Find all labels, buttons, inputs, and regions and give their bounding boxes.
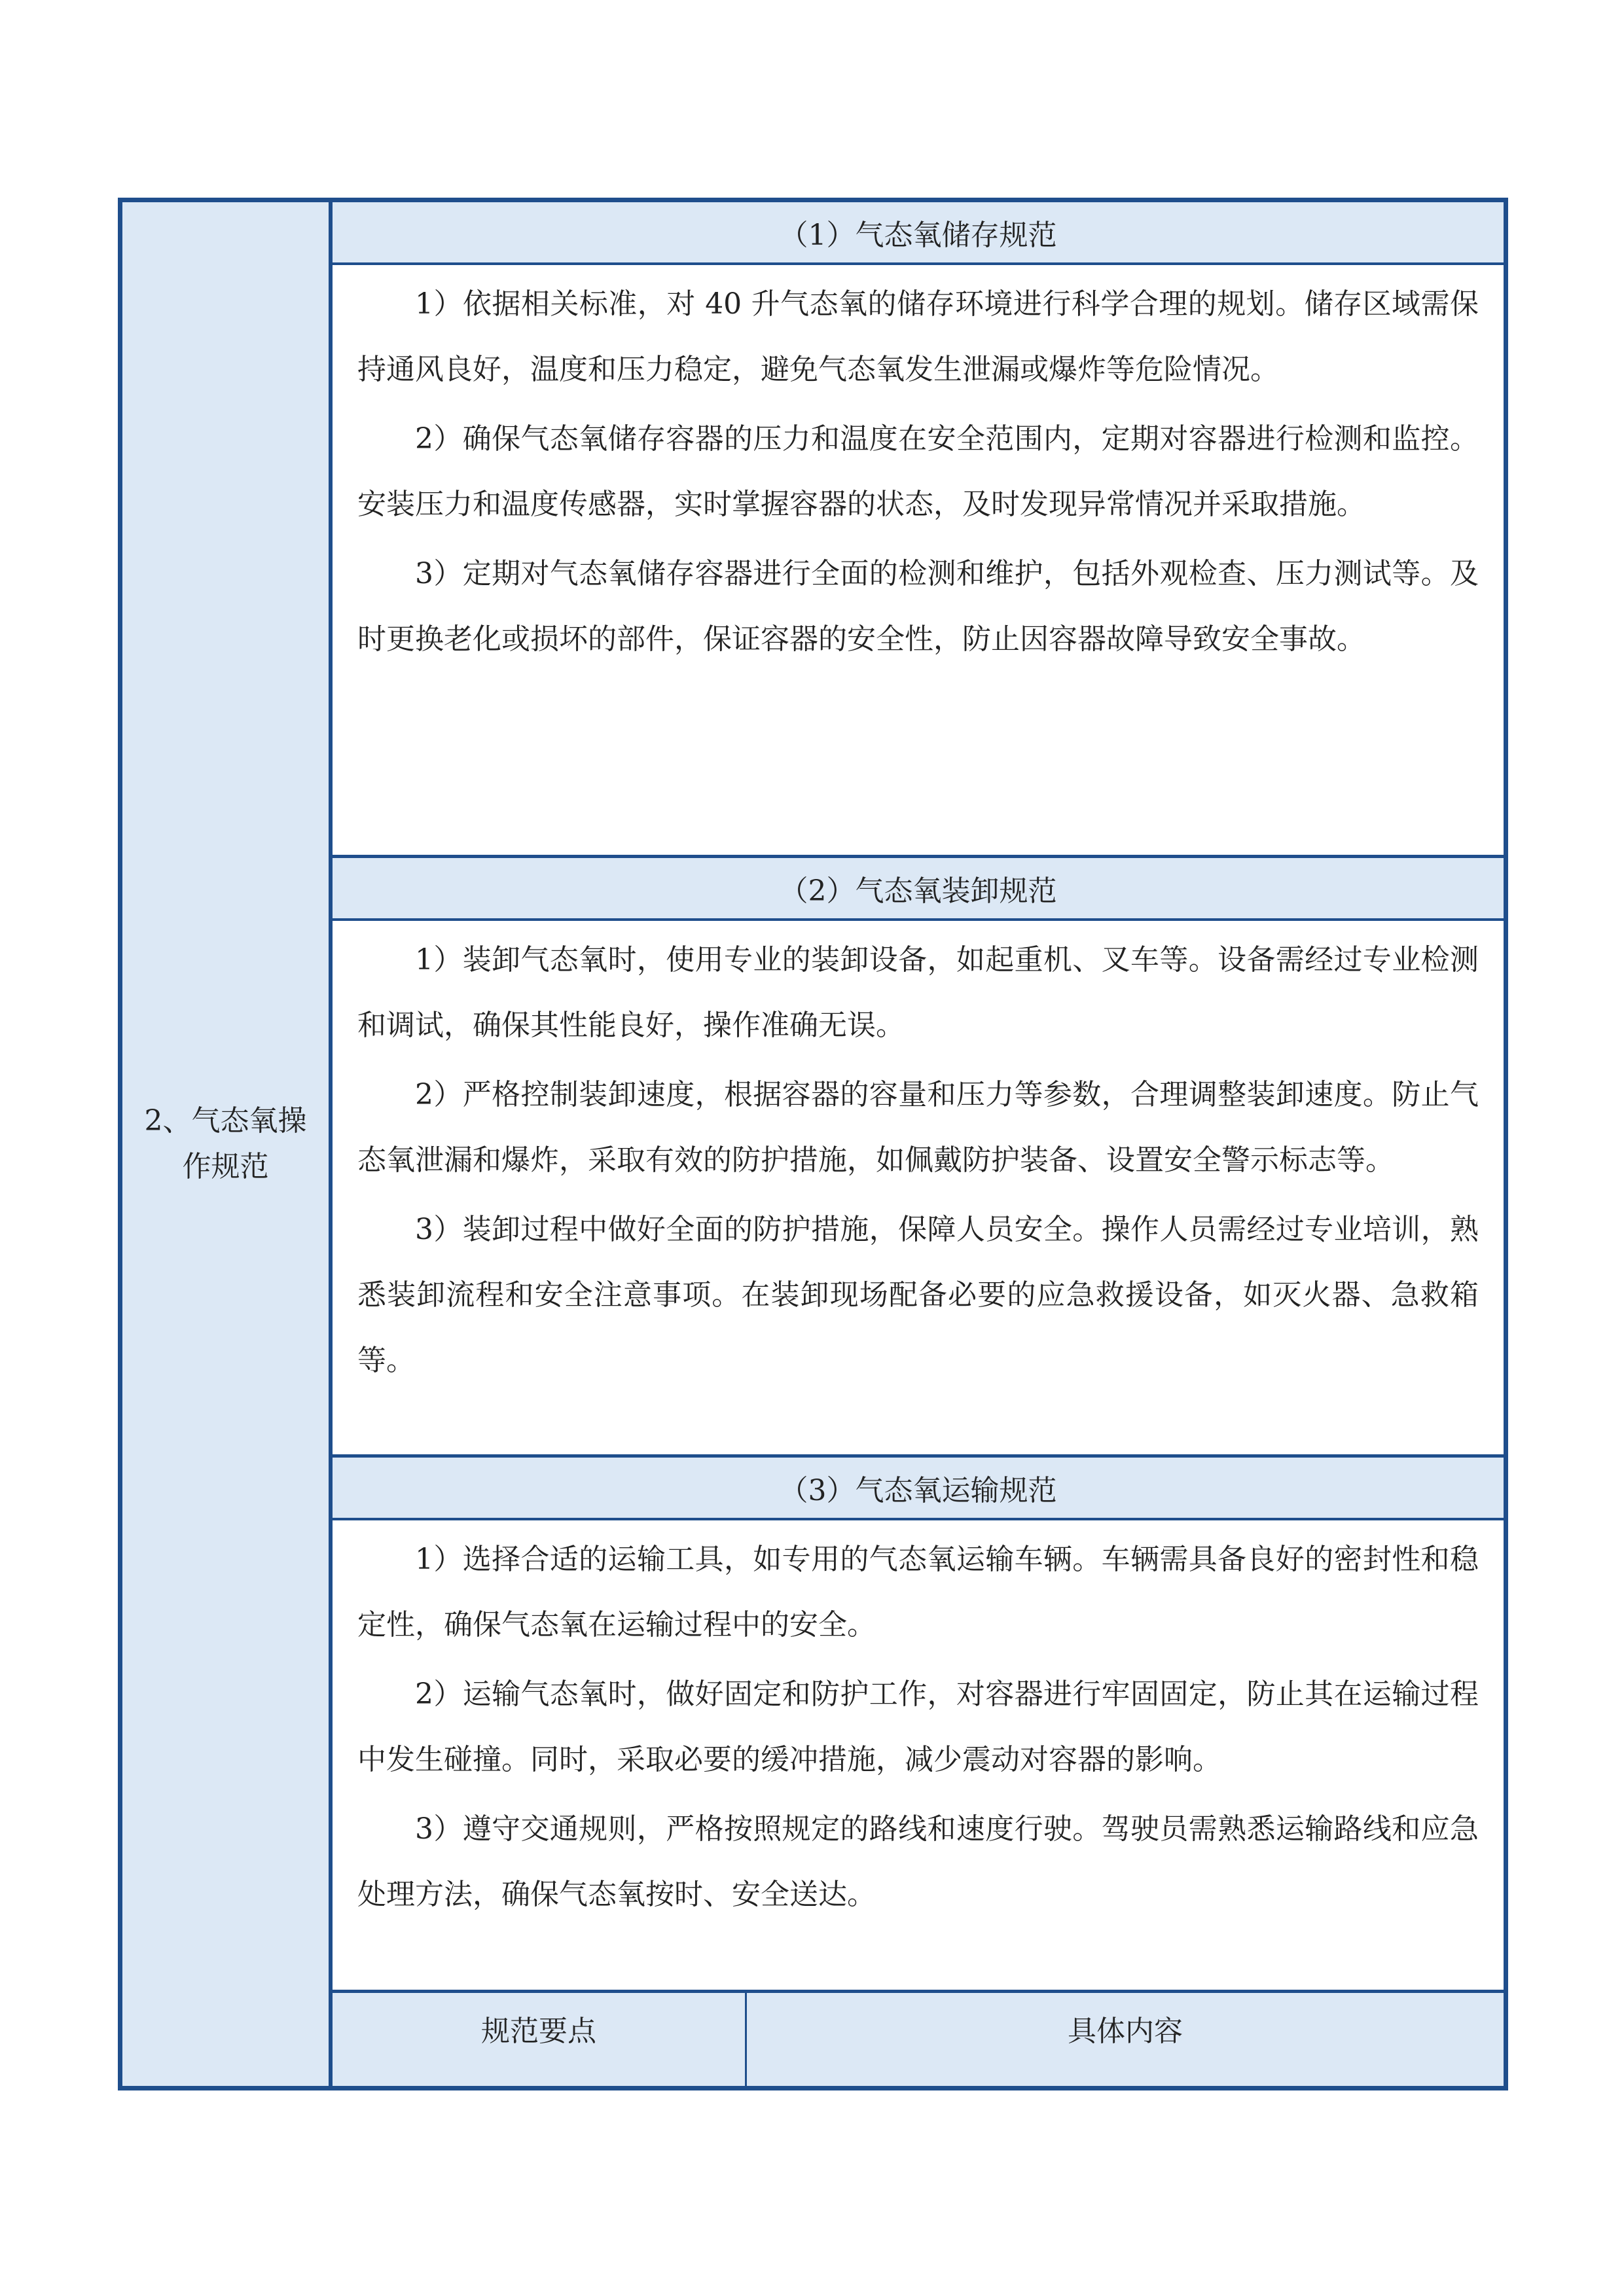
category-label: 2、气态氧操作规范 (144, 1104, 307, 1183)
section-title-loading: （2）气态氧装卸规范 (333, 858, 1504, 921)
paragraph: 1）依据相关标准，对 40 升气态氧的储存环境进行科学合理的规划。储存区域需保持通风良好，温度和压力稳定，避免气态氧发生泄漏或爆炸等危险情况。 (357, 287, 1479, 386)
spec-table (118, 198, 1508, 2090)
section-title-storage: （1）气态氧储存规范 (333, 202, 1504, 265)
paragraph: 3）遵守交通规则，严格按照规定的路线和速度行驶。驾驶员需熟悉运输路线和应急处理方法，确保气态氧按时、安全送达。 (357, 1812, 1479, 1911)
paragraph: 2）运输气态氧时，做好固定和防护工作，对容器进行牢固固定，防止其在运输过程中发生碰撞。同时，采取必要的缓冲措施，减少震动对容器的影响。 (357, 1677, 1479, 1776)
section-body-storage (333, 265, 1504, 858)
section-title-transport: （3）气态氧运输规范 (333, 1458, 1504, 1520)
paragraph: 1）选择合适的运输工具，如专用的气态氧运输车辆。车辆需具备良好的密封性和稳定性，确保气态氧在运输过程中的安全。 (357, 1543, 1479, 1641)
section-body-transport (333, 1520, 1504, 1993)
section-body-loading (333, 921, 1504, 1458)
content-column (333, 202, 1504, 2086)
paragraph: 3）装卸过程中做好全面的防护措施，保障人员安全。操作人员需经过专业培训，熟悉装卸流程和安全注意事项。在装卸现场配备必要的应急救援设备，如灭火器、急救箱等。 (357, 1213, 1479, 1377)
category-cell (122, 202, 333, 2086)
paragraph: 2）严格控制装卸速度，根据容器的容量和压力等参数，合理调整装卸速度。防止气态氧泄漏和爆炸，采取有效的防护措施，如佩戴防护装备、设置安全警示标志等。 (357, 1078, 1479, 1177)
footer-col-details: 具体内容 (1068, 2015, 1183, 2048)
footer-row (333, 1993, 1504, 2086)
footer-col-key-points: 规范要点 (333, 1993, 747, 2086)
paragraph: 3）定期对气态氧储存容器进行全面的检测和维护，包括外观检查、压力测试等。及时更换老化或损坏的部件，保证容器的安全性，防止因容器故障导致安全事故。 (357, 557, 1479, 656)
paragraph: 1）装卸气态氧时，使用专业的装卸设备，如起重机、叉车等。设备需经过专业检测和调试，确保其性能良好，操作准确无误。 (357, 943, 1479, 1042)
paragraph: 2）确保气态氧储存容器的压力和温度在安全范围内，定期对容器进行检测和监控。安装压力和温度传感器，实时掌握容器的状态，及时发现异常情况并采取措施。 (357, 422, 1479, 521)
